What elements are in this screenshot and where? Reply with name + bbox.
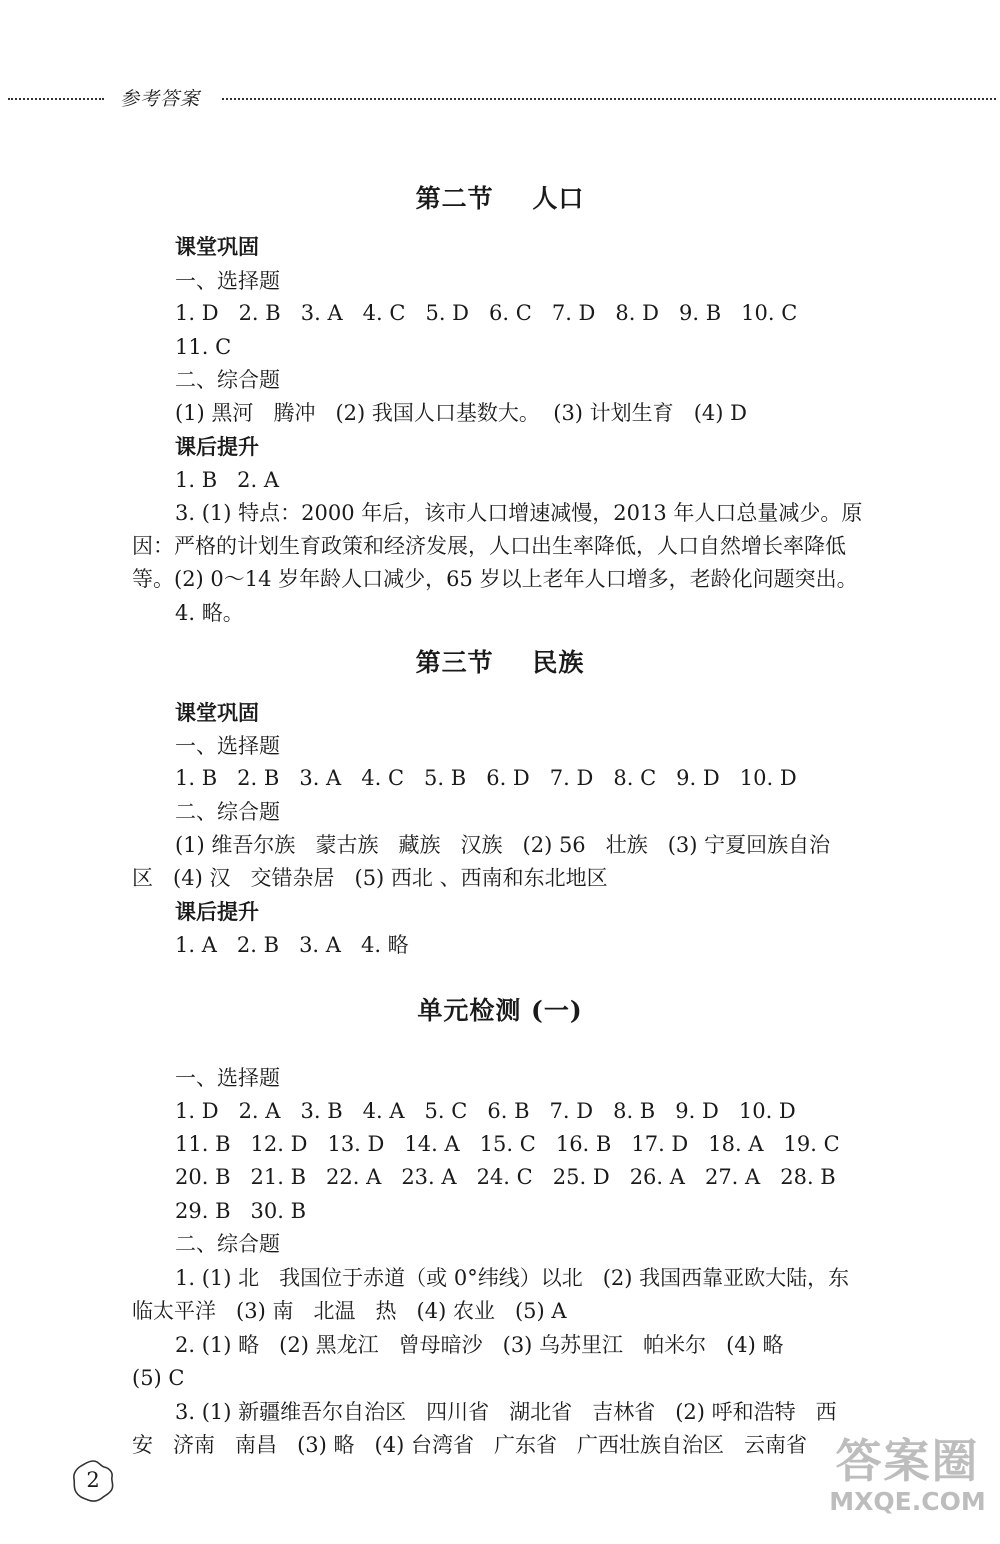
subsection-heading: 课堂巩固 xyxy=(175,234,259,259)
page-number-badge xyxy=(70,1458,116,1504)
answer-line: (5) C xyxy=(132,1366,185,1390)
answer-line: 一、选择题 xyxy=(175,734,280,758)
answer-line: 1. (1) 北 我国位于赤道（或 0°纬线）以北 (2) 我国西靠亚欧大陆，东 xyxy=(175,1266,850,1290)
page-header xyxy=(0,84,1000,114)
header-dotted-rule-right xyxy=(222,98,996,100)
subsection-heading: 课后提升 xyxy=(175,899,259,924)
answer-line: 2. (1) 略 (2) 黑龙江 曾母暗沙 (3) 乌苏里江 帕米尔 (4) 略 xyxy=(175,1333,784,1357)
section-title: 第三节 民族 xyxy=(415,648,585,677)
answer-line: (1) 黑河 腾冲 (2) 我国人口基数大。 (3) 计划生育 (4) D xyxy=(175,401,747,425)
answer-line: 4. 略。 xyxy=(175,601,244,625)
answer-line: 1. B 2. A xyxy=(175,468,280,492)
answer-line: 1. D 2. B 3. A 4. C 5. D 6. C 7. D 8. D 9. B 10. C xyxy=(175,301,798,325)
header-title: 参考答案 xyxy=(120,88,201,110)
watermark xyxy=(820,1425,995,1535)
answer-line: 二、综合题 xyxy=(175,1232,280,1256)
answer-line: 等。(2) 0～14 岁年龄人口减少，65 岁以上老年人口增多，老龄化问题突出。 xyxy=(132,567,858,591)
answer-line: 1. D 2. A 3. B 4. A 5. C 6. B 7. D 8. B 9. D 10. D xyxy=(175,1099,796,1123)
watermark-url: MXQE.COM xyxy=(829,1487,986,1516)
answer-line: 1. B 2. B 3. A 4. C 5. B 6. D 7. D 8. C 9. D 10. D xyxy=(175,766,797,790)
answer-line: 29. B 30. B xyxy=(175,1199,307,1223)
watermark-mark: 答案圈 xyxy=(835,1434,980,1488)
section-title: 第二节 人口 xyxy=(415,184,585,213)
answer-line: 11. C xyxy=(175,335,232,359)
subsection-heading: 课后提升 xyxy=(175,434,259,459)
answer-line: 20. B 21. B 22. A 23. A 24. C 25. D 26. A 27. A 28. B xyxy=(175,1165,836,1189)
header-dotted-rule-left xyxy=(8,98,104,100)
answer-line: (1) 维吾尔族 蒙古族 藏族 汉族 (2) 56 壮族 (3) 宁夏回族自治 xyxy=(175,833,831,857)
answer-line: 一、选择题 xyxy=(175,1066,280,1090)
answer-line: 区 (4) 汉 交错杂居 (5) 西北 、西南和东北地区 xyxy=(132,866,608,890)
answer-line: 临太平洋 (3) 南 北温 热 (4) 农业 (5) A xyxy=(132,1299,567,1323)
answer-line: 3. (1) 特点：2000 年后，该市人口增速减慢，2013 年人口总量减少。原 xyxy=(175,501,863,525)
subsection-heading: 课堂巩固 xyxy=(175,700,259,725)
answer-line: 二、综合题 xyxy=(175,800,280,824)
answer-line: 二、综合题 xyxy=(175,368,280,392)
answer-line: 一、选择题 xyxy=(175,269,280,293)
answer-line: 1. A 2. B 3. A 4. 略 xyxy=(175,933,409,957)
answer-line: 11. B 12. D 13. D 14. A 15. C 16. B 17. D 18. A 19. C xyxy=(175,1132,840,1156)
answer-line: 3. (1) 新疆维吾尔自治区 四川省 湖北省 吉林省 (2) 呼和浩特 西 xyxy=(175,1400,837,1424)
answer-line: 安 济南 南昌 (3) 略 (4) 台湾省 广东省 广西壮族自治区 云南省 xyxy=(132,1433,808,1457)
section-title: 单元检测 (一) xyxy=(417,996,583,1025)
page-number: 2 xyxy=(86,1468,100,1492)
answer-line: 因：严格的计划生育政策和经济发展，人口出生率降低，人口自然增长率降低 xyxy=(132,534,846,558)
